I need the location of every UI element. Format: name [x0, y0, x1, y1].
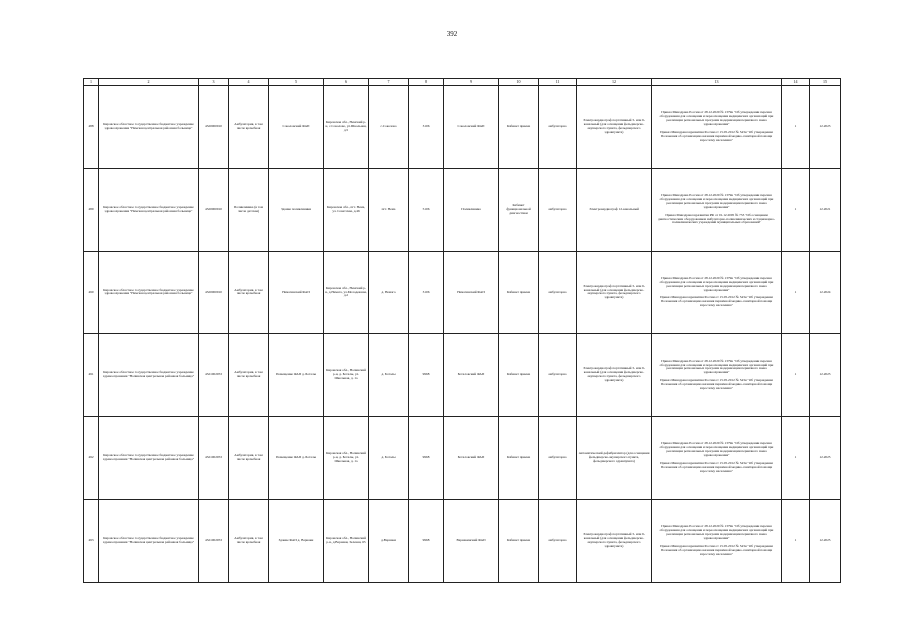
table-row [84, 417, 841, 500]
organization-name: Кировское областное государственное бюджетное учреждение здравоохранения "Нолинская центральная районная больница" [99, 499, 199, 582]
date: 12.2023 [810, 334, 841, 417]
count: 9968 [409, 334, 444, 417]
address: Кировская обл., Нолинский р-н, д.Варнаки, Зеленая, 65 [324, 499, 369, 582]
inn-code: 4320000910 [199, 168, 229, 251]
date: 12.2025 [810, 417, 841, 500]
count: 3106 [409, 251, 444, 334]
settlement: д. Боталы [369, 334, 409, 417]
equipment: Электрокардиограф 12-канальный [577, 168, 652, 251]
column-header: 6 [324, 79, 369, 86]
address: Кировская обл., Немский р-н, с.Соколово, ул.Школьная, д.5 [324, 86, 369, 169]
organization-name: Кировское областное государственное бюджетное учреждение здравоохранения "Немская центральная районная больница" [99, 86, 199, 169]
header-row [84, 79, 841, 86]
column-header: 2 [99, 79, 199, 86]
inn-code: 4320000910 [199, 251, 229, 334]
table-row [84, 86, 841, 169]
unit-name: Соколовский ФАП [269, 86, 324, 169]
subdivision-type: Поликлиника (в том числе детская) [229, 168, 269, 251]
room: Кабинет приема [499, 86, 539, 169]
equipment: Электрокардиограф портативный 3- или 6-канальный (для оснащения фельдшерско-акушерского пункта, фельдшерского здравпункта) [577, 251, 652, 334]
organization-name: Кировское областное государственное бюджетное учреждение здравоохранения "Нолинская центральная районная больница" [99, 417, 199, 500]
unit-name: Здание ФАП д. Варнаки [269, 499, 324, 582]
structure-name: Боталовский ФАП [444, 334, 499, 417]
equipment: Автоматический дефибриллятор (для оснащения фельдшерско-акушерского пункта, фельдшерского здравпункта) [577, 417, 652, 500]
settlement: д.Варнаки [369, 499, 409, 582]
subdivision-type: Амбулатория, в том числе врачебная [229, 417, 269, 500]
quantity: 1 [782, 499, 810, 582]
legal-basis: Приказ Минздрава России от 28.12.2020 № 1379н "Об утверждении перечня оборудования для оснащения и переоснащения медицинских организаций при реализации региональных программ модернизации первичного звена здравоохранения" Приказ Минздравсоцразвития России от 15.05.2012 № 543н "Об утверждении Положения об организации оказания первичной медико-санитарной помощи взрослому населению" [652, 334, 782, 417]
date: 12.2025 [810, 499, 841, 582]
unit-name: Немагинский ФАП [269, 251, 324, 334]
inn-code: 4320000910 [199, 86, 229, 169]
inn-code: 4321002053 [199, 417, 229, 500]
equipment: Электрокардиограф портативный 3- или 6-канальный (для оснащения фельдшерско-акушерского пункта, фельдшерского здравпункта) [577, 86, 652, 169]
care-type: амбулаторно [539, 168, 577, 251]
room: Кабинет приема [499, 251, 539, 334]
address: Кировская обл., Нолинский р-н, д. Боталы, ул. Школьная, д. 1а [324, 334, 369, 417]
settlement: д. Боталы [369, 417, 409, 500]
address: Кировская обл., Нолинский р-н, д. Боталы, ул. Школьная, д. 1а [324, 417, 369, 500]
care-type: амбулаторно [539, 417, 577, 500]
equipment: Электрокардиограф портативный 3- или 6-канальный (для оснащения фельдшерско-акушерского пункта, фельдшерского здравпункта) [577, 499, 652, 582]
care-type: амбулаторно [539, 251, 577, 334]
row-number: 489 [84, 168, 99, 251]
count: 9968 [409, 417, 444, 500]
count: 5106 [409, 168, 444, 251]
column-header: 8 [409, 79, 444, 86]
column-header: 12 [577, 79, 652, 86]
quantity: 1 [782, 168, 810, 251]
column-header: 11 [539, 79, 577, 86]
row-number: 493 [84, 499, 99, 582]
structure-name: Боталовский ФАП [444, 417, 499, 500]
legal-basis: Приказ Минздрава России от 28.12.2020 № 1379н "Об утверждении перечня оборудования для оснащения и переоснащения медицинских организаций при реализации региональных программ модернизации первичного звена здравоохранения" Приказ Минздравсоцразвития России от 15.05.2012 № 543н "Об утверждении Положения об организации оказания первичной медико-санитарной помощи взрослому населению" [652, 251, 782, 334]
page-number: 392 [446, 30, 458, 38]
room: Кабинет функциональной диагностики [499, 168, 539, 251]
structure-name: Немагинский ФАП [444, 251, 499, 334]
table-row [84, 499, 841, 582]
table-row [84, 334, 841, 417]
date: 12.2023 [810, 86, 841, 169]
subdivision-type: Амбулатория, в том числе врачебная [229, 251, 269, 334]
unit-name: Помещение ФАП д. Боталы [269, 417, 324, 500]
column-header: 3 [199, 79, 229, 86]
unit-name: Здание поликлиники [269, 168, 324, 251]
legal-basis: Приказ Минздрава России от 28.12.2020 № 1379н "Об утверждении перечня оборудования для оснащения и переоснащения медицинских организаций при реализации региональных программ модернизации первичного звена здравоохранения" Приказ Минздравсоцразвития России от 15.05.2012 № 543н "Об утверждении Положения об организации оказания первичной медико-санитарной помощи взрослому населению" [652, 86, 782, 169]
row-number: 491 [84, 334, 99, 417]
subdivision-type: Амбулатория, в том числе врачебная [229, 334, 269, 417]
quantity: 1 [782, 251, 810, 334]
row-number: 492 [84, 417, 99, 500]
unit-name: Помещение ФАП д. Боталы [269, 334, 324, 417]
legal-basis: Приказ Минздрава России от 28.12.2020 № 1379н "Об утверждении перечня оборудования для оснащения и переоснащения медицинских организаций при реализации региональных программ модернизации первичного звена здравоохранения" Приказ Минздравсоцразвития России от 15.05.2012 № 543н "Об утверждении Положения об организации оказания первичной медико-санитарной помощи взрослому населению" [652, 499, 782, 582]
equipment: Электрокардиограф портативный 3- или 6-канальный (для оснащения фельдшерско-акушерского пункта, фельдшерского здравпункта) [577, 334, 652, 417]
table-row [84, 168, 841, 251]
legal-basis: Приказ Минздрава России от 28.12.2020 № 1379н "Об утверждении перечня оборудования для оснащения и переоснащения медицинских организаций при реализации региональных программ модернизации первичного звена здравоохранения" Приказ Минздравсоцразвития РФ от 01.12.2005 № 753 "Об оснащении диагностическим оборудованием амбулаторно-поликлинических и стационарно-поликлинических учреждений муниципальных образований" [652, 168, 782, 251]
quantity: 1 [782, 334, 810, 417]
column-header: 5 [269, 79, 324, 86]
date: 12.2021 [810, 168, 841, 251]
row-number: 490 [84, 251, 99, 334]
room: Кабинет приема [499, 417, 539, 500]
column-header: 13 [652, 79, 782, 86]
structure-name: Соколовский ФАП [444, 86, 499, 169]
inn-code: 4321002053 [199, 499, 229, 582]
legal-basis: Приказ Минздрава России от 28.12.2020 № 1379н "Об утверждении перечня оборудования для оснащения и переоснащения медицинских организаций при реализации региональных программ модернизации первичного звена здравоохранения" Приказ Минздравсоцразвития России от 15.05.2012 № 543н "Об утверждении Положения об организации оказания первичной медико-санитарной помощи взрослому населению" [652, 417, 782, 500]
room: Кабинет приема [499, 499, 539, 582]
count: 3106 [409, 86, 444, 169]
care-type: амбулаторно [539, 334, 577, 417]
organization-name: Кировское областное государственное бюджетное учреждение здравоохранения "Нолинская центральная районная больница" [99, 334, 199, 417]
settlement: с.Соколово [369, 86, 409, 169]
count: 9968 [409, 499, 444, 582]
column-header: 1 [84, 79, 99, 86]
column-header: 10 [499, 79, 539, 86]
organization-name: Кировское областное государственное бюджетное учреждение здравоохранения "Немская центральная районная больница" [99, 251, 199, 334]
organization-name: Кировское областное государственное бюджетное учреждение здравоохранения "Немская центральная районная больница" [99, 168, 199, 251]
table-row [84, 251, 841, 334]
settlement: д. Немага [369, 251, 409, 334]
equipment-table [83, 78, 841, 583]
quantity: 1 [782, 417, 810, 500]
column-header: 7 [369, 79, 409, 86]
care-type: амбулаторно [539, 86, 577, 169]
address: Кировская обл., Немский р-н, д.Немага, ул.Молодежная, д.2 [324, 251, 369, 334]
subdivision-type: Амбулатория, в том числе врачебная [229, 499, 269, 582]
settlement: пгт. Нема [369, 168, 409, 251]
column-header: 9 [444, 79, 499, 86]
care-type: амбулаторно [539, 499, 577, 582]
room: Кабинет приема [499, 334, 539, 417]
subdivision-type: Амбулатория, в том числе врачебная [229, 86, 269, 169]
column-header: 15 [810, 79, 841, 86]
row-number: 488 [84, 86, 99, 169]
structure-name: Варнакинский ФАП [444, 499, 499, 582]
date: 12.2024 [810, 251, 841, 334]
inn-code: 4321002053 [199, 334, 229, 417]
column-header: 14 [782, 79, 810, 86]
structure-name: Поликлиника [444, 168, 499, 251]
quantity: 1 [782, 86, 810, 169]
column-header: 4 [229, 79, 269, 86]
address: Кировская обл., пгт. Нема, ул. Советская, д.46 [324, 168, 369, 251]
